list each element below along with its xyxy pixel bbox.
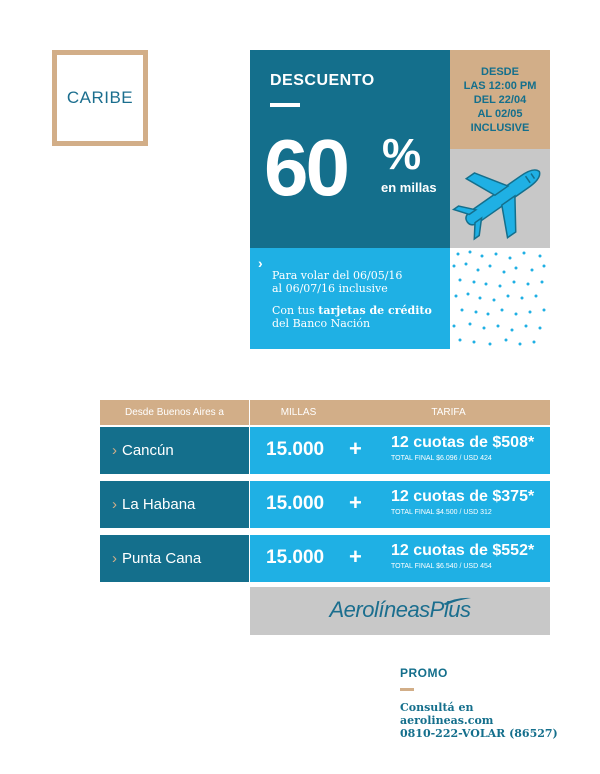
total-price: TOTAL FINAL $6.540 / USD 454 xyxy=(391,563,492,570)
table-row-city xyxy=(100,427,249,474)
installments: 12 cuotas de $375* xyxy=(391,488,535,505)
discount-title: DESCUENTO xyxy=(270,72,375,89)
plus-sign: + xyxy=(349,490,362,515)
header-miles: MILLAS xyxy=(250,400,347,425)
airplane-icon xyxy=(450,149,550,248)
city-name: La Habana xyxy=(122,496,196,513)
date-line: DESDE xyxy=(481,65,519,78)
card-line-bold: tarjetas de crédito xyxy=(318,304,432,317)
travel-dates-line: Para volar del 06/05/16 xyxy=(272,269,403,282)
miles-value: 15.000 xyxy=(266,493,325,514)
region-label xyxy=(52,50,148,146)
card-line: del Banco Nación xyxy=(272,317,371,330)
promo-title: PROMO xyxy=(400,666,448,680)
promo-divider xyxy=(400,688,414,691)
header-fare: TARIFA xyxy=(347,400,550,425)
dot-pattern xyxy=(450,248,550,349)
date-range-panel xyxy=(450,50,550,149)
table-row-city xyxy=(100,481,249,528)
airplane-panel xyxy=(450,149,550,248)
card-line-prefix: Con tus xyxy=(272,304,319,317)
phone-number[interactable]: 0810-222-VOLAR (86527) xyxy=(400,727,558,740)
percent-sign: % xyxy=(382,130,422,179)
table-row-fare xyxy=(250,535,550,582)
table-row-fare xyxy=(250,427,550,474)
region-label-text: CARIBE xyxy=(66,88,134,107)
travel-info-panel xyxy=(250,248,450,349)
chevron-right-icon: › xyxy=(258,255,263,271)
date-line: LAS 12:00 PM xyxy=(463,79,537,92)
total-price: TOTAL FINAL $4.500 / USD 312 xyxy=(391,509,492,516)
chevron-right-icon: › xyxy=(112,550,117,567)
installments: 12 cuotas de $552* xyxy=(391,542,535,559)
logo-text: AerolíneasPlus xyxy=(329,597,471,622)
date-line: AL 02/05 xyxy=(477,107,523,120)
travel-dates-line: al 06/07/16 inclusive xyxy=(272,282,388,295)
chevron-right-icon: › xyxy=(112,496,117,513)
discount-value: 60 xyxy=(264,123,347,212)
promo-line: Consultá en xyxy=(400,701,474,714)
website-link[interactable]: aerolineas.com xyxy=(400,714,494,727)
discount-unit: en millas xyxy=(381,180,437,195)
chevron-right-icon: › xyxy=(112,442,117,459)
header-origin: Desde Buenos Aires a xyxy=(100,400,249,425)
total-price: TOTAL FINAL $6.096 / USD 424 xyxy=(391,455,492,462)
date-line: INCLUSIVE xyxy=(470,121,530,134)
plus-sign: + xyxy=(349,436,362,461)
title-divider xyxy=(270,103,300,107)
miles-value: 15.000 xyxy=(266,439,325,460)
aerolineas-plus-logo xyxy=(250,587,550,635)
card-line xyxy=(272,304,432,317)
installments: 12 cuotas de $508* xyxy=(391,434,535,451)
city-name: Cancún xyxy=(122,442,174,459)
logo-swoosh-icon xyxy=(442,596,472,606)
dot-pattern-graphic xyxy=(450,248,550,349)
plus-sign: + xyxy=(349,544,362,569)
date-line: DEL 22/04 xyxy=(473,93,527,106)
table-row-city xyxy=(100,535,249,582)
miles-value: 15.000 xyxy=(266,547,325,568)
city-name: Punta Cana xyxy=(122,550,202,567)
table-row-fare xyxy=(250,481,550,528)
